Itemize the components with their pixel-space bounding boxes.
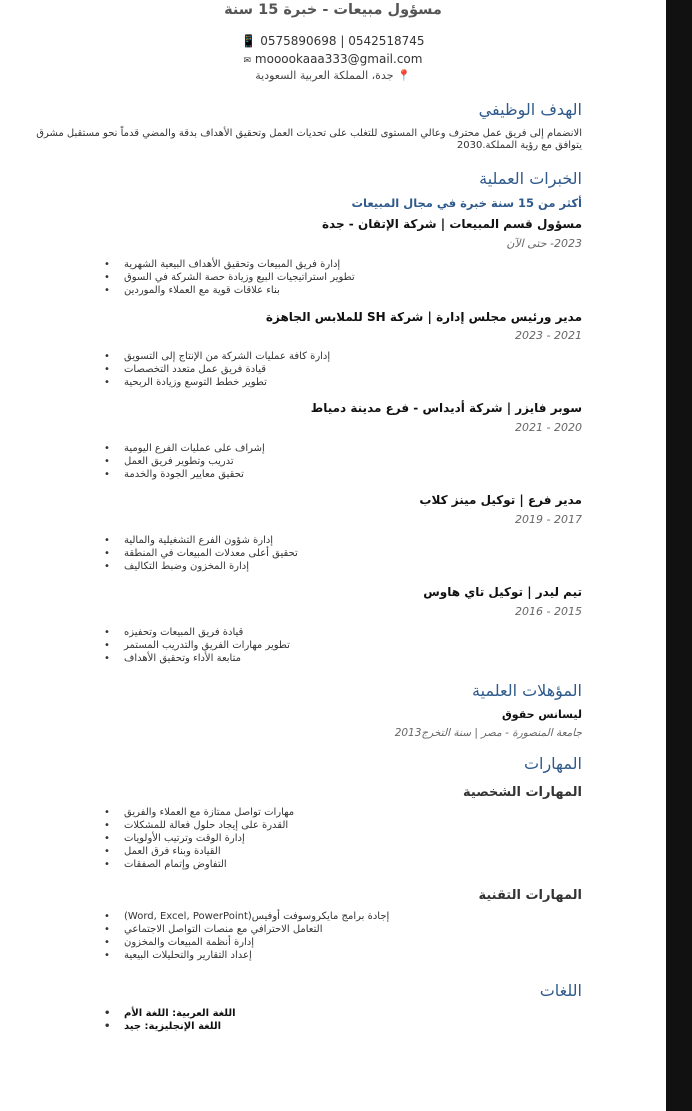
languages-title: اللغات — [539, 981, 582, 1000]
list-item: • تحقيق معايير الجودة والخدمة — [104, 469, 244, 480]
list-item: • اللغة العربية: اللغة الأم — [104, 1008, 236, 1019]
list-item: • إدارة شؤون الفرع التشغيلية والمالية — [104, 535, 274, 546]
list-item: • متابعة الأداء وتحقيق الأهداف — [104, 653, 241, 664]
objective-title: الهدف الوظيفي — [478, 100, 582, 119]
job-title: مدير فرع | توكيل مينز كلاب — [419, 493, 582, 507]
list-item: • إدارة فريق المبيعات وتحقيق الأهداف البيعية الشهرية — [104, 259, 341, 270]
education-detail: جامعة المنصورة - مصر | سنة التخرج2013 — [394, 727, 582, 739]
location-text: جدة، المملكة العربية السعودية — [255, 69, 394, 82]
phone-line — [0, 34, 666, 48]
list-item: • إدارة المخزون وضبط التكاليف — [104, 561, 250, 572]
job-date: 2021 - 2023 — [515, 329, 582, 342]
job-date: 2023- حتى الآن — [506, 237, 582, 250]
job-bullets — [100, 258, 355, 297]
list-item: • إدارة الوقت وترتيب الأولويات — [104, 833, 245, 844]
job-title: سوبر فايزر | شركة أديداس - فرع مدينة دمياط — [310, 401, 582, 415]
experience-summary: أكثر من 15 سنة خبرة في مجال المبيعات — [351, 196, 582, 210]
email-icon: ✉ — [243, 56, 252, 66]
job-bullets — [100, 442, 265, 481]
list-item: • تدريب وتطوير فريق العمل — [104, 456, 234, 467]
list-item: • التفاوض وإتمام الصفقات — [104, 859, 227, 870]
email-line — [0, 52, 666, 66]
tech-skills-list — [100, 910, 389, 962]
phone-icon: 📱 — [241, 34, 257, 48]
experience-title: الخبرات العملية — [479, 169, 582, 188]
list-item: • القيادة وبناء فرق العمل — [104, 846, 221, 857]
personal-skills-title: المهارات الشخصية — [463, 785, 582, 800]
list-item: • إدارة كافة عمليات الشركة من الإنتاج إلى التسويق — [104, 351, 331, 362]
list-item: • إجادة برامج مايكروسوفت أوفيس(Word, Excel, PowerPoint) — [104, 911, 390, 922]
objective-text: الانضمام إلى فريق عمل محترف وعالي المستوى للتغلب على تحديات العمل وتحقيق الأهداف بدقة والمضي قدماً نحو مستقبل مشرق يتوافق مع رؤية المملكة.2030 — [36, 128, 582, 151]
languages-list — [100, 1007, 236, 1033]
education-title: المؤهلات العلمية — [472, 681, 582, 700]
job-title: مدير ورئيس مجلس إدارة | شركة SH للملابس الجاهزة — [265, 310, 582, 324]
location-line — [0, 69, 666, 82]
personal-skills-list — [100, 806, 294, 871]
degree-name: ليسانس حقوق — [501, 708, 582, 721]
list-item: • تطوير استراتيجيات البيع وزيادة حصة الشركة في السوق — [104, 272, 355, 283]
list-item: • التعامل الاحترافي مع منصات التواصل الاجتماعي — [104, 924, 323, 935]
job-bullets — [100, 350, 330, 389]
job-bullets — [100, 534, 298, 573]
list-item: • إعداد التقارير والتحليلات البيعية — [104, 950, 252, 961]
list-item: • تحقيق أعلى معدلات المبيعات في المنطقة — [104, 548, 298, 559]
list-item: • قيادة فريق عمل متعدد التخصصات — [104, 364, 266, 375]
resume-subtitle: مسؤول مبيعات - خبرة 15 سنة — [224, 2, 442, 18]
list-item: • تطوير مهارات الفريق والتدريب المستمر — [104, 640, 290, 651]
list-item: • بناء علاقات قوية مع العملاء والموردين — [104, 285, 280, 296]
job-bullets — [100, 626, 290, 665]
job-date: 2015 - 2016 — [515, 605, 582, 618]
job-title: مسؤول قسم المبيعات | شركة الإتقان - جدة — [321, 217, 582, 231]
page-edge-bar — [666, 0, 692, 1111]
list-item: • إدارة أنظمة المبيعات والمخزون — [104, 937, 255, 948]
tech-skills-title: المهارات التقنية — [478, 888, 582, 903]
list-item: • إشراف على عمليات الفرع اليومية — [104, 443, 265, 454]
location-pin-icon: 📍 — [397, 69, 411, 82]
list-item: • تطوير خطط التوسع وزيادة الربحية — [104, 377, 267, 388]
list-item: • قيادة فريق المبيعات وتحفيزه — [104, 627, 244, 638]
job-title: تيم ليدر | توكيل تاي هاوس — [423, 585, 582, 599]
email-address[interactable]: mooookaaa333@gmail.com — [254, 52, 423, 66]
list-item: • مهارات تواصل ممتازة مع العملاء والفريق — [104, 807, 295, 818]
skills-title: المهارات — [523, 754, 582, 773]
list-item: • اللغة الإنجليزية: جيد — [104, 1021, 222, 1032]
job-date: 2017 - 2019 — [515, 513, 582, 526]
phone-numbers: 0575890698 | 0542518745 — [260, 34, 425, 48]
list-item: • القدرة على إيجاد حلول فعالة للمشكلات — [104, 820, 289, 831]
job-date: 2020 - 2021 — [515, 421, 582, 434]
